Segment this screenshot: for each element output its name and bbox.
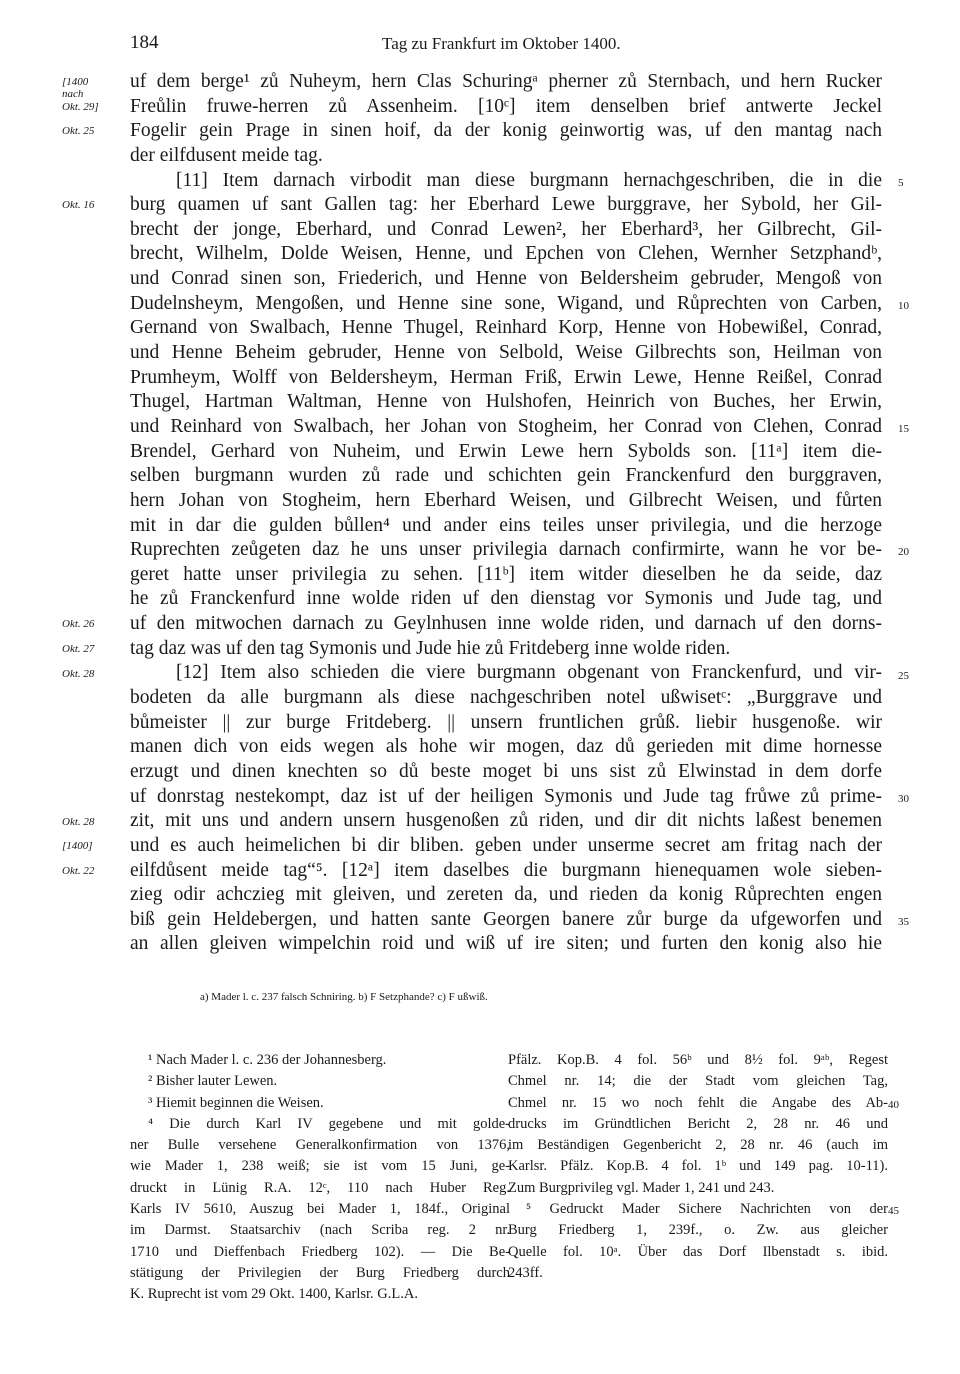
margin-date-note: [1400] [62, 840, 93, 853]
text-line: und Conrad sinen son, Friederich, und Henne von Beldersheim gebruder, Mengoß von [130, 268, 882, 290]
margin-date-note: nach [62, 88, 84, 101]
text-line: zieg odir achczieg mit gleiven, und zereten da, und rieden da konig Růprechten engen [130, 884, 882, 906]
text-line: burg quamen uf sant Gallen tag: her Eberhard Lewe burggrave, her Sybold, her Gil- [130, 194, 882, 216]
text-line: bodeten da alle burgmann als diese nachgeschriben notel ußwisetᶜ: „Burggrave und [130, 687, 882, 709]
footnote-line: im Darmst. Staatsarchiv (nach Scriba reg. 2 nr. [130, 1222, 510, 1239]
text-line: Prumheym, Wolff von Beldersheym, Herman Friß, Erwin Lewe, Henne Reißel, Conrad [130, 366, 882, 388]
text-line: biß gein Heldebergen, und hatten sante Georgen banere zůr burge da ufgeworfen und [130, 908, 882, 930]
footnotes-right-column [508, 1050, 899, 1284]
footnote-line: 243ff. [508, 1264, 543, 1281]
line-number: 5 [898, 176, 904, 189]
footnote-line: Quelle fol. 10ᵃ. Über das Dorf Ilbenstadt s. ibid. [508, 1243, 888, 1260]
text-line: geret hatte unser privilegia zu sehen. [11ᵇ] item witder dieselben he da seide, daz [130, 563, 882, 585]
footnote-line: Karls IV 5610, Auszug bei Mader 1, 184f., Original [130, 1201, 510, 1218]
text-line: brecht, Wilhelm, Dolde Weisen, Henne, und Epchen von Clehen, Wernher Setzphandᵇ, [130, 243, 882, 265]
text-line: [11] Item darnach virbodit man diese burgmann hernachgeschriben, die in die [176, 169, 882, 191]
footnote-line: Chmel nr. 14; die der Stadt vom gleichen Tag, [508, 1073, 888, 1090]
footnote-line: Burg Friedberg 1, 239f., o. Zw. aus gleicher [508, 1222, 888, 1239]
text-line: brecht der jonge, Eberhard, und Conrad Lewen², her Eberhard³, her Gilbrecht, Gil- [130, 218, 882, 240]
text-line: Brendel, Gerhard von Nuheim, und Erwin Lewe hern Sybolds son. [11ᵃ] item die- [130, 440, 882, 462]
footnote-line: K. Ruprecht ist vom 29 Okt. 1400, Karlsr. G.L.A. [130, 1286, 418, 1303]
text-line: [12] Item also schieden die viere burgmann obgenant von Franckenfurd, und vir- [176, 662, 882, 684]
text-line: he zů Franckenfurd inne wolde riden uf den dienstag vor Symonis und Jude tag, und [130, 588, 882, 610]
footnote-line: stätigung der Privilegien der Burg Friedberg durch [130, 1264, 510, 1281]
margin-date-note: Okt. 29] [62, 100, 99, 113]
text-line: an allen gleiven wimpelchin roid und wiß uf ire siten; und furten den konig also hie [130, 933, 882, 955]
margin-date-note: Okt. 28 [62, 815, 95, 828]
main-text [62, 70, 909, 957]
text-line: Fogelir gein Prage in sinen hoif, da der konig geinwortig was, uf den mantag nach [130, 120, 882, 142]
margin-date-note: [1400 [62, 76, 89, 88]
footnote-line: Pfälz. Kop.B. 4 fol. 56ᵇ und 8½ fol. 9ᵃᵇ, Regest [508, 1052, 888, 1068]
text-line: uf donrstag nestekompt, daz ist uf der heiligen Symonis und Jude tag frůwe zů prime- [130, 785, 882, 807]
line-number: 20 [898, 546, 909, 559]
footnote-line: im Beständigen Gegenbericht 2, 28 nr. 46 (auch im [508, 1137, 888, 1154]
text-line: der eilfdusent meide tag. [130, 144, 323, 166]
text-line: tag daz was uf den tag Symonis und Jude hie zů Fritdeberg inne wolde riden. [130, 637, 731, 659]
margin-date-note: Okt. 26 [62, 618, 95, 631]
text-line: und Reinhard von Swalbach, her Johan von Stogheim, her Conrad von Clehen, Conrad [130, 415, 882, 437]
text-line: erzugt und dinen knechten so dů beste moget bi uns sist zů Elwinstad in dem dorfe [130, 760, 882, 782]
line-number: 10 [898, 299, 909, 312]
text-line: uf dem berge¹ zů Nuheym, hern Clas Schuringᵃ pherner zů Sternbach, und hern Rucker [130, 71, 882, 92]
footnote-line: ner Bulle versehene Generalkonfirmation von 1376, [130, 1137, 510, 1154]
text-line: bůmeister || zur burge Fritdeberg. || unsern fruntlichen grůß. liebir husgenoße. wir [130, 711, 882, 733]
text-line: uf den mitwochen darnach zu Geylnhusen inne wolde riden, und darnach uf den dorns- [130, 613, 882, 635]
line-number: 25 [898, 669, 909, 682]
margin-date-note: Okt. 27 [62, 642, 95, 655]
footnotes-left-column [130, 1050, 510, 1306]
footnote-line: ³ Hiemit beginnen die Weisen. [148, 1094, 324, 1111]
text-line: manen dich von eids wegen als hohe wir mogen, daz dů gerieden mit dime hornesse [130, 736, 882, 758]
footnote-line: Chmel nr. 15 wo noch fehlt die Angabe des Ab- [508, 1094, 888, 1111]
text-line: Ruprechten zeůgeten daz he uns unser privilegia darnach confirmirte, wann he vor be- [130, 539, 882, 561]
text-line: eilfdůsent meide tag“⁵. [12ᵃ] item daselbes die burgmann hienequamen wole sieben- [130, 859, 882, 881]
text-line: und es auch heimelichen bi dir bliben. geben under unserme secret am fritag nach der [130, 834, 882, 856]
page-number: 184 [130, 32, 159, 53]
footnote-line: ⁵ Gedruckt Mader Sichere Nachrichten von der [526, 1201, 888, 1218]
footnote-line: drucks im Gründtlichen Bericht 2, 28 nr. 46 und [508, 1115, 888, 1132]
line-number: 35 [898, 916, 909, 929]
variant-notes: a) Mader l. c. 237 falsch Schniring. b) F Setzphande? c) F ußwiß. [200, 991, 488, 1003]
text-line: Thugel, Hartman Waltman, Henne von Hulshofen, Heinrich von Buches, her Erwin, [130, 391, 882, 413]
footnote-line: wie Mader 1, 238 weiß; sie ist vom 15 Juni, ge- [130, 1158, 510, 1175]
text-line: selben burgmann wurden zů rade und schichten gein Franckenfurd den burggraven, [130, 465, 882, 487]
footnote-line: Karlsr. Pfälz. Kop.B. 4 fol. 1ᵇ und 149 pag. 10-11). [508, 1158, 888, 1175]
text-line: Freůlin fruwe-herren zů Assenheim. [10ᶜ] item denselben brief antwerte Jeckel [130, 95, 882, 117]
margin-date-note: Okt. 16 [62, 199, 95, 212]
line-number: 30 [898, 792, 909, 805]
line-number: 45 [888, 1205, 899, 1218]
text-line: Gernand von Swalbach, Henne Thugel, Reinhard Korp, Henne von Hobewißel, Conrad, [130, 317, 882, 339]
margin-date-note: Okt. 22 [62, 864, 95, 877]
footnote-line: druckt in Lünig R.A. 12ᶜ, 110 nach Huber Reg. [130, 1179, 510, 1196]
running-head: Tag zu Frankfurt im Oktober 1400. [382, 34, 621, 53]
margin-date-note: Okt. 28 [62, 667, 95, 680]
text-line: und Henne Beheim gebruder, Henne von Selbold, Weise Gilbrechts son, Heilman von [130, 342, 882, 364]
margin-date-note: Okt. 25 [62, 125, 95, 138]
footnote-line: ² Bisher lauter Lewen. [148, 1073, 278, 1090]
text-line: Dudelnsheym, Mengoßen, und Henne sine sone, Wigand, und Růprechten von Carben, [130, 292, 882, 314]
footnote-line: 1710 und Dieffenbach Friedberg 102). — Die Be- [130, 1243, 510, 1260]
text-line: mit in dar die gulden bůllen⁴ und ander eins teiles unser privilegia, und die herzoge [130, 514, 882, 536]
line-number: 15 [898, 423, 909, 436]
text-line: hern Johan von Stogheim, hern Eberhard Weisen, und Gilbrecht Weisen, und fůrten [130, 489, 882, 511]
page-header [130, 32, 900, 58]
footnote-line: Zum Burgprivileg vgl. Mader 1, 241 und 243. [508, 1179, 775, 1196]
footnote-line: ⁴ Die durch Karl IV gegebene und mit golde- [148, 1115, 510, 1132]
line-number: 40 [888, 1098, 899, 1111]
text-line: zit, mit uns und andern unsern husgenoßen zů riden, und dir dit nichts laßest benemen [130, 810, 882, 832]
footnote-line: ¹ Nach Mader l. c. 236 der Johannesberg. [148, 1052, 387, 1068]
